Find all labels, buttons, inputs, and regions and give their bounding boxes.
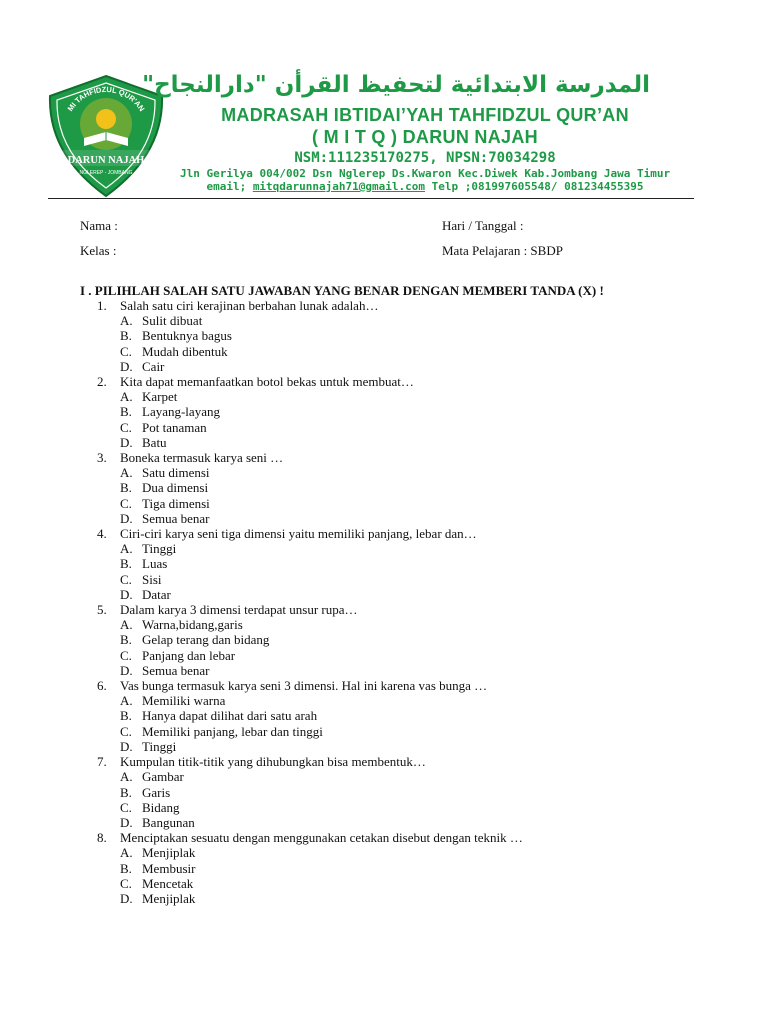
option-letter: B.: [120, 860, 132, 876]
option-letter: D.: [120, 662, 133, 678]
answer-option[interactable]: [120, 632, 717, 647]
answer-option[interactable]: [120, 785, 717, 800]
option-text: Menjiplak: [142, 890, 196, 906]
answer-option[interactable]: [120, 465, 717, 480]
option-letter: B.: [120, 328, 132, 344]
option-text: Menjiplak: [142, 845, 196, 861]
question-text: Kita dapat memanfaatkan botol bekas untuk membuat…: [120, 374, 414, 390]
option-list: [97, 465, 717, 526]
option-letter: D.: [120, 510, 133, 526]
email-label: email;: [206, 180, 253, 193]
option-letter: A.: [120, 313, 133, 329]
option-list: [97, 541, 717, 602]
option-letter: D.: [120, 814, 133, 830]
section-title: I . PILIHLAH SALAH SATU JAWABAN YANG BENAR DENGAN MEMBERI TANDA (X) !: [80, 283, 604, 298]
option-list: [97, 769, 717, 830]
option-letter: B.: [120, 708, 132, 724]
answer-option[interactable]: [120, 404, 717, 419]
answer-option[interactable]: [120, 815, 717, 830]
logo-banner-text: DARUN NAJAH: [67, 155, 145, 166]
option-text: Membusir: [142, 860, 196, 876]
question-line: [97, 526, 717, 541]
answer-option[interactable]: [120, 511, 717, 526]
question-line: [97, 602, 717, 617]
question-line: [97, 754, 717, 769]
answer-option[interactable]: [120, 861, 717, 876]
question-item: [97, 754, 717, 830]
option-letter: D.: [120, 434, 133, 450]
option-letter: A.: [120, 465, 133, 481]
question-number: 4.: [97, 526, 107, 542]
answer-option[interactable]: [120, 800, 717, 815]
school-contact: [180, 180, 670, 193]
option-letter: C.: [120, 571, 132, 587]
telp-text: Telp ;081997605548/ 081234455395: [425, 180, 644, 193]
option-text: Bentuknya bagus: [142, 328, 232, 344]
mata-pelajaran-field: Mata Pelajaran : SBDP: [442, 243, 563, 258]
option-text: Satu dimensi: [142, 465, 210, 481]
option-list: [97, 313, 717, 374]
question-item: [97, 450, 717, 526]
option-text: Pot tanaman: [142, 419, 207, 435]
option-text: Sulit dibuat: [142, 313, 203, 329]
option-list: [97, 845, 717, 906]
question-text: Dalam karya 3 dimensi terdapat unsur rupa…: [120, 602, 358, 618]
option-text: Batu: [142, 434, 167, 450]
nsm-npsn: NSM:111235170275, NPSN:70034298: [294, 150, 556, 166]
option-text: Karpet: [142, 389, 178, 405]
option-letter: C.: [120, 647, 132, 663]
question-item: [97, 526, 717, 602]
answer-option[interactable]: [120, 891, 717, 906]
option-letter: B.: [120, 556, 132, 572]
school-address: Jln Gerilya 004/002 Dsn Nglerep Ds.Kwaron Kec.Diwek Kab.Jombang Jawa Timur: [180, 167, 671, 180]
option-text: Tiga dimensi: [142, 495, 210, 511]
question-number: 8.: [97, 830, 107, 846]
option-letter: D.: [120, 738, 133, 754]
email-link[interactable]: mitqdarunnajah71@gmail.com: [252, 180, 425, 193]
nama-field: Nama :: [80, 218, 118, 233]
option-letter: D.: [120, 586, 133, 602]
option-text: Semua benar: [142, 662, 210, 678]
option-letter: B.: [120, 480, 132, 496]
option-letter: D.: [120, 358, 133, 374]
option-letter: D.: [120, 890, 133, 906]
option-text: Bangunan: [142, 814, 195, 830]
option-text: Mencetak: [142, 875, 194, 891]
answer-option[interactable]: [120, 359, 717, 374]
option-letter: A.: [120, 389, 133, 405]
question-number: 5.: [97, 602, 107, 618]
option-list: [97, 693, 717, 754]
question-line: [97, 298, 717, 313]
logo-arc-text: MI TAHFIDZUL QUR'AN: [65, 84, 147, 113]
option-list: [97, 389, 717, 450]
hari-tanggal-field: Hari / Tanggal :: [442, 218, 524, 233]
option-letter: C.: [120, 723, 132, 739]
option-text: Cair: [142, 358, 165, 374]
option-letter: A.: [120, 541, 133, 557]
question-line: [97, 830, 717, 845]
answer-option[interactable]: [120, 663, 717, 678]
answer-option[interactable]: [120, 389, 717, 404]
answer-option[interactable]: [120, 876, 717, 891]
option-letter: C.: [120, 343, 132, 359]
option-text: Memiliki warna: [142, 693, 226, 709]
school-name-line2: ( M I T Q ) DARUN NAJAH: [312, 127, 538, 147]
answer-option[interactable]: [120, 541, 717, 556]
option-letter: A.: [120, 693, 133, 709]
question-line: [97, 450, 717, 465]
kelas-field: Kelas :: [80, 243, 117, 258]
option-text: Mudah dibentuk: [142, 343, 228, 359]
header-divider: [48, 198, 694, 199]
question-item: [97, 298, 717, 374]
option-text: Luas: [142, 556, 168, 572]
option-list: [97, 617, 717, 678]
option-letter: C.: [120, 495, 132, 511]
answer-option[interactable]: [120, 344, 717, 359]
answer-option[interactable]: [120, 845, 717, 860]
option-letter: A.: [120, 845, 133, 861]
answer-option[interactable]: [120, 739, 717, 754]
question-text: Vas bunga termasuk karya seni 3 dimensi. Hal ini karena vas bunga …: [120, 678, 488, 694]
option-letter: C.: [120, 799, 132, 815]
option-text: Tinggi: [142, 738, 177, 754]
option-letter: A.: [120, 617, 133, 633]
arabic-school-name: المدرسة الابتدائية لتحفيظ القرأن "دارالنجاح": [142, 72, 650, 98]
school-name-line1: MADRASAH IBTIDAI’YAH TAHFIDZUL QUR’AN: [221, 105, 629, 125]
option-text: Layang-layang: [142, 404, 220, 420]
answer-option[interactable]: [120, 556, 717, 571]
answer-option[interactable]: [120, 648, 717, 663]
question-number: 2.: [97, 374, 107, 390]
answer-option[interactable]: [120, 420, 717, 435]
option-text: Memiliki panjang, lebar dan tinggi: [142, 723, 323, 739]
option-text: Tinggi: [142, 541, 177, 557]
question-item: [97, 602, 717, 678]
option-text: Gambar: [142, 769, 184, 785]
answer-option[interactable]: [120, 693, 717, 708]
option-letter: B.: [120, 784, 132, 800]
question-text: Menciptakan sesuatu dengan menggunakan cetakan disebut dengan teknik …: [120, 830, 523, 846]
question-text: Kumpulan titik-titik yang dihubungkan bisa membentuk…: [120, 754, 426, 770]
question-number: 1.: [97, 298, 107, 313]
question-number: 6.: [97, 678, 107, 694]
option-text: Sisi: [142, 571, 162, 587]
answer-option[interactable]: [120, 435, 717, 450]
option-text: Garis: [142, 784, 171, 800]
question-line: [97, 374, 717, 389]
option-text: Hanya dapat dilihat dari satu arah: [142, 708, 318, 724]
answer-option[interactable]: [120, 724, 717, 739]
answer-option[interactable]: [120, 572, 717, 587]
answer-option[interactable]: [120, 587, 717, 602]
question-text: Ciri-ciri karya seni tiga dimensi yaitu memiliki panjang, lebar dan…: [120, 526, 477, 542]
question-item: [97, 830, 717, 906]
option-text: Panjang dan lebar: [142, 647, 236, 663]
option-letter: A.: [120, 769, 133, 785]
answer-option[interactable]: [120, 496, 717, 511]
option-text: Bidang: [142, 799, 180, 815]
question-number: 3.: [97, 450, 107, 466]
question-list: [97, 298, 717, 906]
answer-option[interactable]: [120, 769, 717, 784]
answer-option[interactable]: [120, 328, 717, 343]
answer-option[interactable]: [120, 480, 717, 495]
question-text: Salah satu ciri kerajinan berbahan lunak adalah…: [120, 298, 379, 313]
option-text: Gelap terang dan bidang: [142, 632, 270, 648]
answer-option[interactable]: [120, 617, 717, 632]
question-item: [97, 374, 717, 450]
question-line: [97, 678, 717, 693]
question-item: [97, 678, 717, 754]
question-text: Boneka termasuk karya seni …: [120, 450, 284, 466]
logo-sub-text: NGLEREP - JOMBANG: [79, 170, 133, 176]
option-letter: C.: [120, 875, 132, 891]
option-text: Semua benar: [142, 510, 210, 526]
option-text: Datar: [142, 586, 171, 602]
option-text: Warna,bidang,garis: [142, 617, 243, 633]
answer-option[interactable]: [120, 708, 717, 723]
option-letter: B.: [120, 632, 132, 648]
answer-option[interactable]: [120, 313, 717, 328]
option-letter: B.: [120, 404, 132, 420]
option-letter: C.: [120, 419, 132, 435]
option-text: Dua dimensi: [142, 480, 209, 496]
question-number: 7.: [97, 754, 107, 770]
